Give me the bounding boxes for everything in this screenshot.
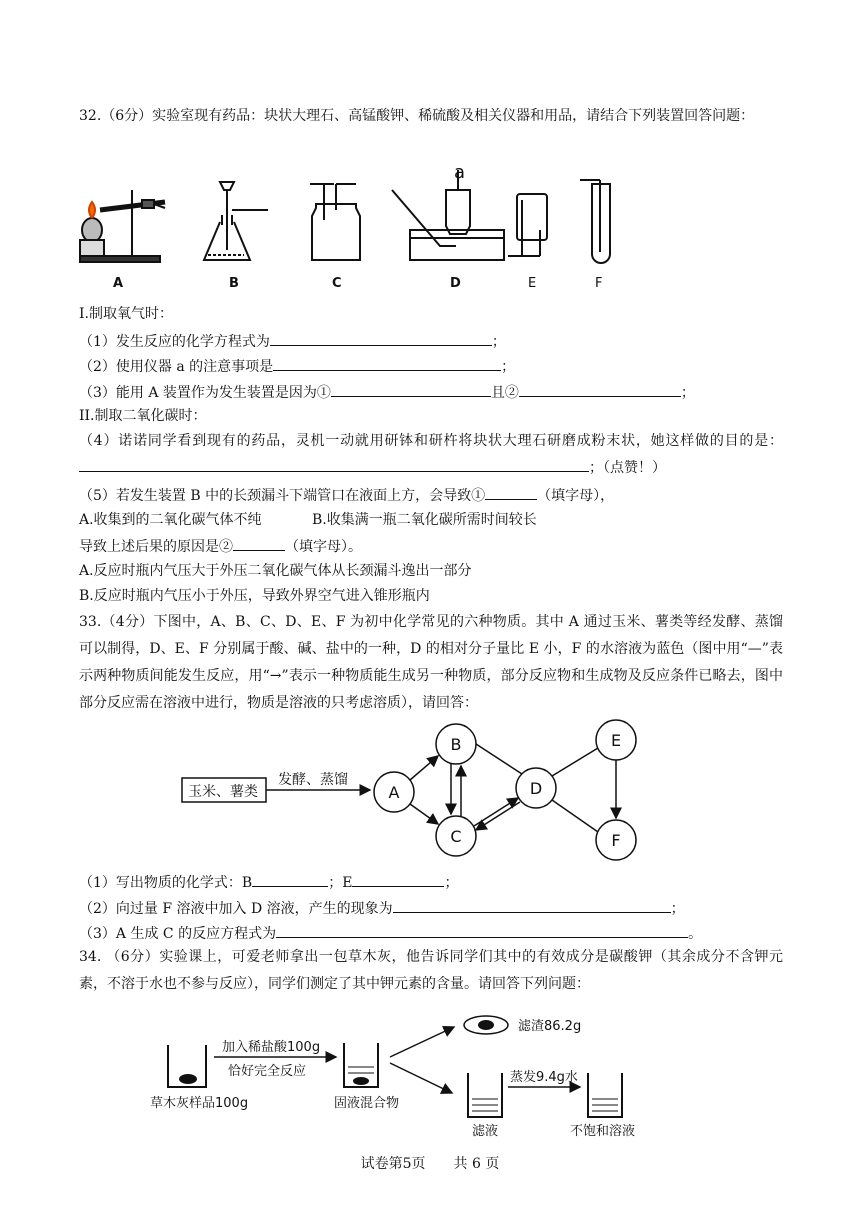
page-footer: 试卷第5页 共 6 页 [360, 1156, 500, 1172]
apparatus-f [580, 180, 610, 263]
evaporate-label: 蒸发9.4g水 [510, 1070, 578, 1085]
apparatus-figure [70, 160, 630, 280]
answer-blank[interactable] [79, 456, 589, 472]
q32-option-b2: B.反应时瓶内气压小于外压，导致外界空气进入锥形瓶内 [79, 588, 430, 604]
q32-s3: （3）能用 A 装置作为发生装置是因为① 且② ； [79, 381, 695, 403]
q33-intro: 33.（4分）下图中，A、B、C、D、E、F 为初中化学常见的六种物质。其中 A 通过玉米、薯类等经发酵、蒸馏可以制得，D、E、F 分别属于酸、碱、盐中的一种，D 的相对分子量比 E 小，F 的水溶液为蓝色（图中用“—”表示两种物质间能发生反应，用“→”表示一种物质能生成另一种物质，部分反应物和生成物及反应条件已略去，图中部分反应需在溶液中进行，物质是溶液的只考虑溶质），请回答： [79, 614, 783, 711]
filtrate-beaker [468, 1073, 502, 1117]
apparatus-label-d: D [450, 276, 461, 291]
unsaturated-beaker [588, 1073, 622, 1117]
answer-blank[interactable] [276, 922, 688, 938]
apparatus-d [392, 170, 504, 260]
apparatus-e [508, 194, 547, 256]
node-d-label: D [529, 779, 543, 798]
apparatus-label-b: B [229, 276, 239, 291]
apparatus-b [204, 182, 268, 260]
unsaturated-label: 不饱和溶液 [570, 1124, 636, 1139]
q32-s5: （5）若发生装置 B 中的长颈漏斗下端管口在液面上方，会导致① （填字母）， [79, 484, 614, 506]
residue-label: 滤渣86.2g [518, 1019, 582, 1034]
q32-s4: （4）诺诺同学看到现有的药品，灵机一动就用研钵和研杵将块状大理石研磨成粉末状，她这样做的目的是：；（点赞！） [79, 433, 783, 476]
answer-blank[interactable] [233, 535, 285, 551]
q32-option-b1: B.收集满一瓶二氧化碳所需时间较长 [312, 512, 537, 528]
q32-cause: 导致上述后果的原因是② （填字母）。 [79, 535, 362, 557]
apparatus-c [310, 184, 360, 260]
node-b-label: B [450, 735, 462, 754]
source-label: 玉米、薯类 [188, 784, 258, 800]
step-complete: 恰好完全反应 [228, 1064, 307, 1079]
q33-s3: （3）A 生成 C 的反应方程式为 。 [79, 922, 702, 944]
q33-s1: （1）写出物质的化学式：B ；E ； [79, 871, 458, 893]
answer-blank[interactable] [331, 381, 491, 397]
answer-blank[interactable] [485, 484, 537, 500]
answer-blank[interactable] [352, 871, 444, 887]
node-f-label: F [611, 831, 621, 850]
answer-blank[interactable] [252, 871, 328, 887]
step-add-acid: 加入稀盐酸100g [222, 1040, 321, 1055]
q34-intro: 34. （6分）实验课上，可爱老师拿出一包草木灰，他告诉同学们其中的有效成分是碳酸钾（其余成分不含钾元素，不溶于水也不参与反应），同学们测定了其中钾元素的含量。请回答下列问题： [79, 949, 783, 992]
q34-process-diagram [150, 1015, 670, 1145]
answer-blank[interactable] [519, 381, 681, 397]
process-label: 发酵、蒸馏 [278, 772, 348, 788]
apparatus-label-a: A [113, 276, 124, 291]
q32-option-a1: A.收集到的二氧化碳气体不纯 [79, 512, 262, 528]
apparatus-label-e: E [528, 276, 537, 291]
answer-blank[interactable] [270, 330, 492, 346]
apparatus-a [80, 190, 165, 262]
q32-s2: （2）使用仪器 a 的注意事项是 ； [79, 355, 515, 377]
node-a-label: A [388, 783, 400, 802]
mixture-label: 固液混合物 [334, 1096, 400, 1111]
answer-blank[interactable] [393, 897, 671, 913]
q33-s2: （2）向过量 F 溶液中加入 D 溶液，产生的现象为 ； [79, 897, 685, 919]
apparatus-label-c: C [332, 276, 342, 291]
sample-label: 草木灰样品100g [150, 1096, 249, 1111]
apparatus-label-f: F [595, 276, 603, 291]
q32-intro: 32.（6分）实验室现有药品：块状大理石、高锰酸钾、稀硫酸及相关仪器和用品，请结合下列装置回答问题： [79, 108, 755, 124]
q33-relationship-diagram [180, 720, 660, 860]
answer-blank[interactable] [273, 355, 501, 371]
q32-option-a2: A.反应时瓶内气压大于外压二氧化碳气体从长颈漏斗逸出一部分 [79, 563, 472, 579]
q32-part1: I.制取氧气时： [79, 306, 173, 322]
q32-part2: II.制取二氧化碳时： [79, 408, 207, 424]
label-a: a [454, 162, 466, 183]
node-c-label: C [450, 827, 462, 846]
q32-s1: （1）发生反应的化学方程式为 ； [79, 330, 506, 352]
node-e-label: E [610, 731, 622, 750]
filtrate-label: 滤液 [472, 1124, 499, 1139]
